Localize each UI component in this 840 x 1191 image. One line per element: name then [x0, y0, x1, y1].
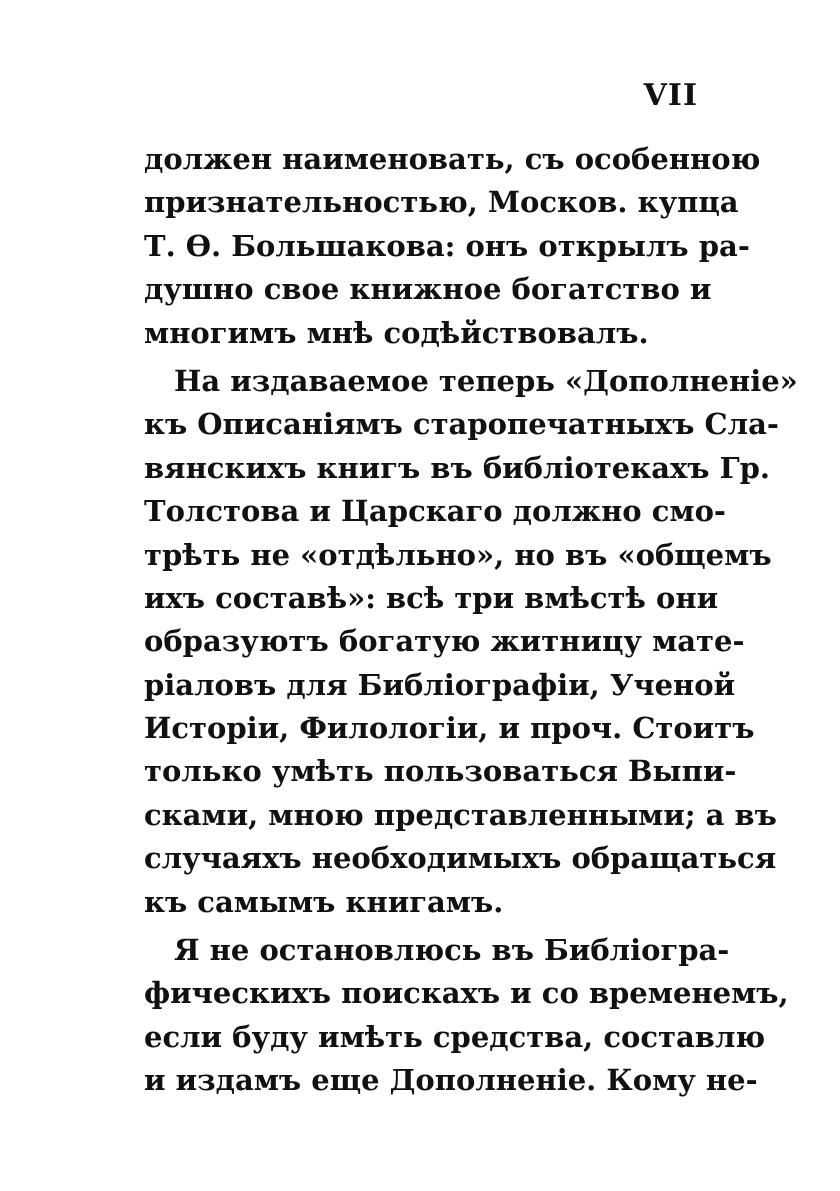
text-line: случаяхъ необходимыхъ обращаться	[144, 841, 777, 876]
text-line: фическихъ поискахъ и со временемъ,	[144, 976, 789, 1011]
text-line: только умѣть пользоваться Выпи-	[144, 754, 737, 789]
text-line: Т. Ѳ. Большакова: онъ открылъ ра-	[144, 228, 750, 263]
text-line: Исторіи, Филологіи, и проч. Стоитъ	[144, 711, 755, 746]
text-line: къ Описаніямъ старопечатныхъ Сла-	[144, 407, 779, 442]
text-line: ріаловъ для Библіографіи, Ученой	[144, 667, 736, 702]
text-line: если буду имѣть средства, составлю	[144, 1019, 766, 1054]
page-number: VII	[643, 78, 698, 113]
text-line: образуютъ богатую житницу мате-	[144, 624, 745, 659]
text-line: душно свое книжное богатство и	[144, 272, 712, 307]
text-line: сками, мною представленными; а въ	[144, 797, 777, 832]
text-line: и издамъ еще Дополненіе. Кому не-	[144, 1063, 758, 1098]
text-line: ихъ составѣ»: всѣ три вмѣстѣ они	[144, 580, 719, 615]
text-line: признательностью, Москов. купца	[144, 185, 739, 220]
text-line: должен наименовать, съ особенною	[144, 142, 761, 176]
text-line: Я не остановлюсь въ Библіогра-	[174, 933, 730, 968]
text-line: къ самымъ книгамъ.	[144, 884, 504, 919]
text-line: многимъ мнѣ содѣйствовалъ.	[144, 315, 649, 350]
text-line: На издаваемое теперь «Дополненіе»	[174, 363, 798, 398]
text-body	[144, 138, 798, 1103]
text-line: Толстова и Царскаго должно смо-	[144, 494, 726, 529]
text-line: трѣть не «отдѣльно», но въ «общемъ	[144, 537, 772, 572]
text-line: вянскихъ книгъ въ библіотекахъ Гр.	[144, 450, 771, 485]
